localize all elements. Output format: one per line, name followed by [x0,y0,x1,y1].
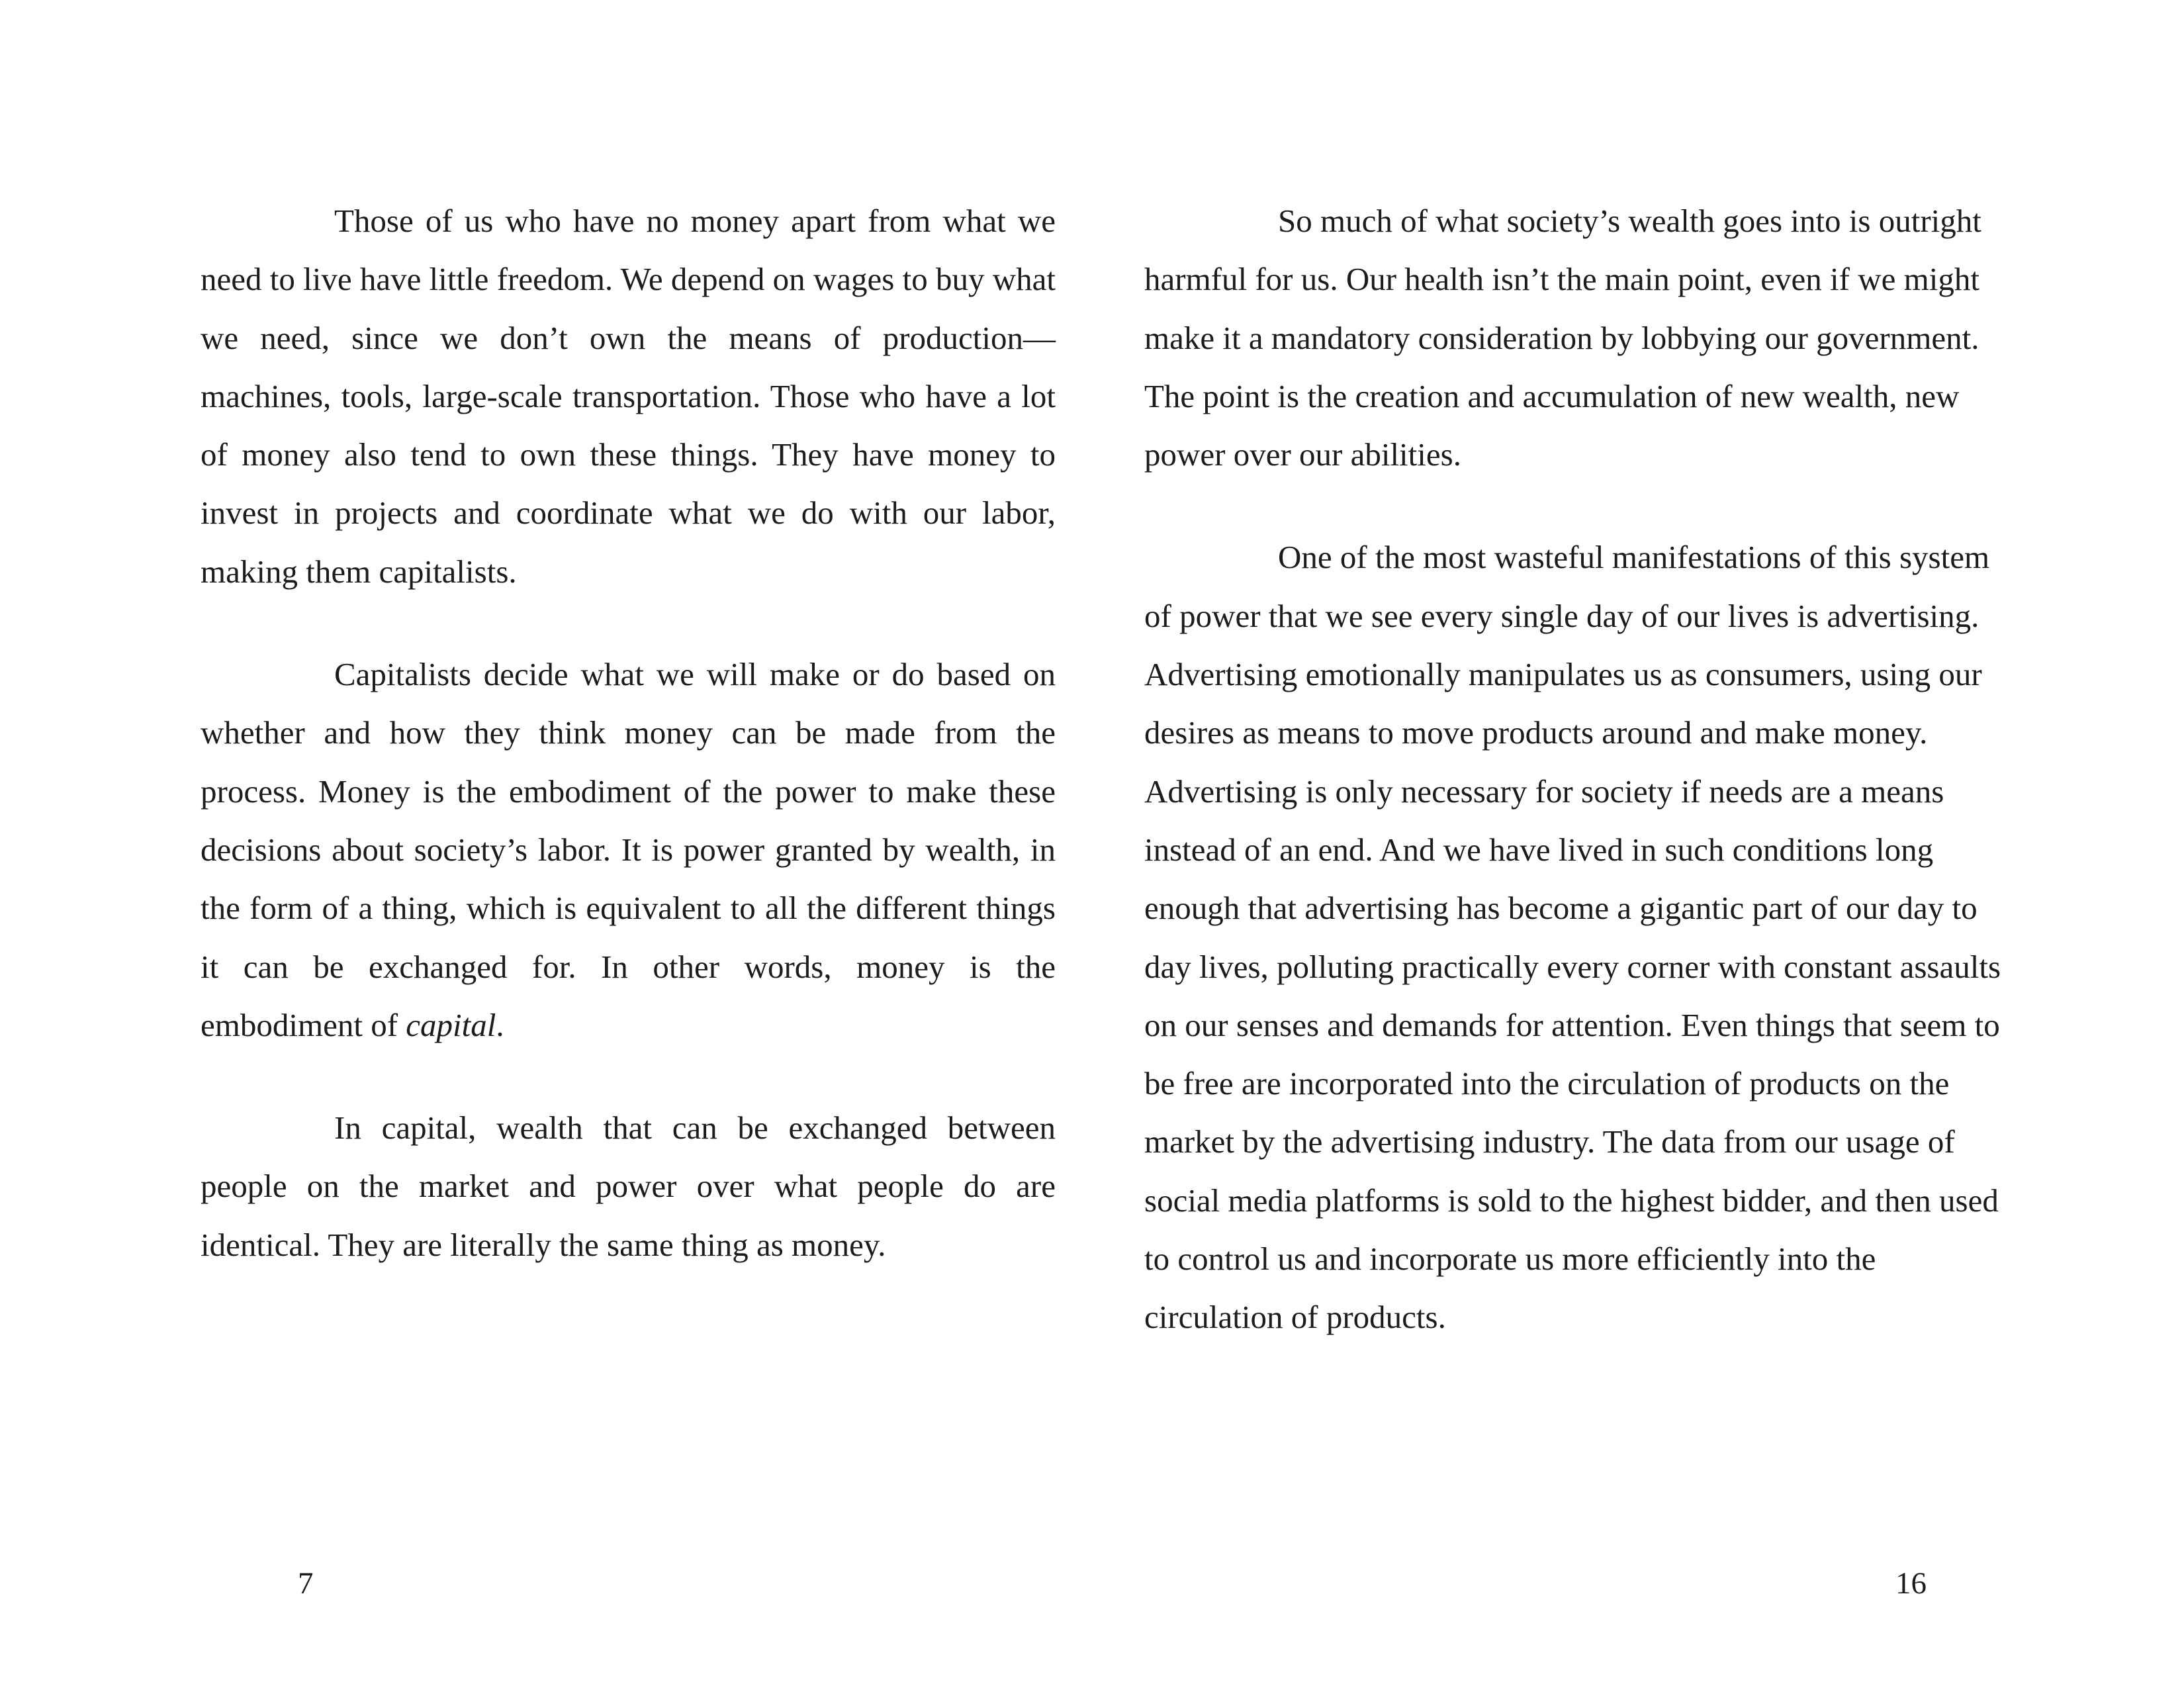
emphasized-word-capital: capital [406,1006,496,1043]
left-page-number: 7 [298,1566,314,1601]
left-paragraph-2 [201,645,1056,1055]
right-page-number: 16 [1895,1566,1927,1601]
left-page-text-column [201,192,1056,1319]
left-paragraph-3: In capital, wealth that can be exchanged between people on the market and power over what people do are identical. They are literally the same thing as money. [201,1109,1056,1263]
left-paragraph-1: Those of us who have no money apart from what we need to live have little freedom. We depend on wages to buy what we need, since we don’t own the means of production—machines, tools, large-scale transportation. Those who have a lot of money also tend to own these things. They have money to invest in projects and coordinate what we do with our labor, making them capitalists. [201,203,1056,590]
right-page-text-column [1144,192,2005,1391]
right-paragraph-1: So much of what society’s wealth goes into is outright harmful for us. Our health isn’t the main point, even if we might make it a mandatory consideration by lobbying our government. The point is the creation and accumulation of new wealth, new power over our abilities. [1144,203,1981,473]
left-paragraph-2-text: Capitalists decide what we will make or do based on whether and how they think money can be made from the process. Money is the embodiment of the power to make these decisions about society’s labor. It is power granted by wealth, in the form of a thing, which is equivalent to all the different things it can be exchanged for. In other words, money is the embodiment of [201,656,1056,1043]
left-paragraph-2-period: . [496,1006,504,1043]
right-paragraph-2: One of the most wasteful manifestations of this system of power that we see every single day of our lives is advertising. Advertising emotionally manipulates us as consumers, using our desires as means to move products around and make money. Advertising is only necessary for society if needs are a means instead of an end. And we have lived in such conditions long enough that advertising has become a gigantic part of our day to day lives, polluting practically every corner with constant assaults on our senses and demands for attention. Even things that seem to be free are incorporated into the circulation of products on the market by the advertising industry. The data from our usage of social media platforms is sold to the highest bidder, and then used to control us and incorporate us more efficiently into the circulation of products. [1144,539,2001,1336]
